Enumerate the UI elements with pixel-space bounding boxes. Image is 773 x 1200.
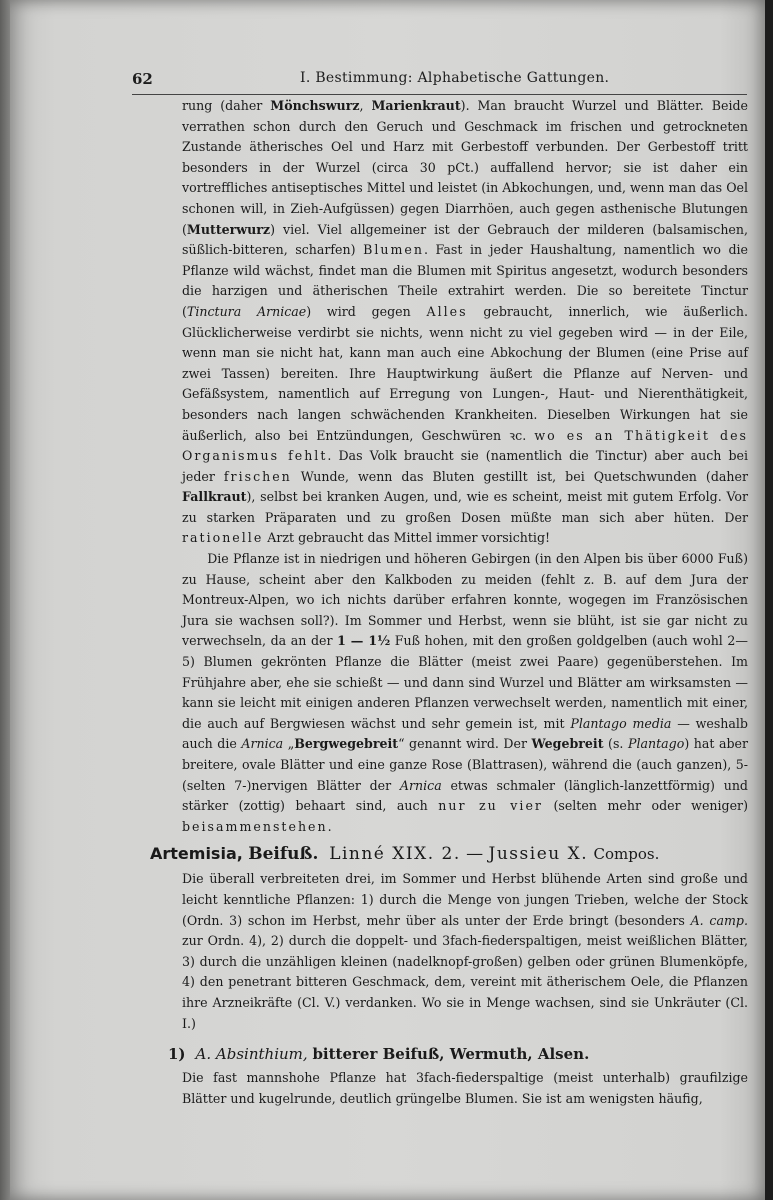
arnica-uses-paragraph bbox=[182, 96, 748, 549]
latin-term: Arnica bbox=[399, 777, 442, 793]
text-run: “ genannt wird. Der bbox=[398, 736, 532, 752]
genus-latin-name: Artemisia, bbox=[150, 844, 243, 864]
measurement: 1 — 1½ bbox=[337, 633, 391, 649]
species-common-names: bitterer Beifuß, Wermuth, Alsen. bbox=[312, 1045, 590, 1064]
text-run: Die fast mannshohe Pflanze hat 3fach-fiederspaltige (meist unterhalb) graufilzige Blätter und kugelrunde, deutlich grüngelbe Blumen. Sie ist am wenigsten häufig, bbox=[182, 1070, 748, 1106]
common-name: Mönchswurz bbox=[270, 98, 360, 113]
text-run: . Das Volk braucht sie (namentlich die Tinctur) aber auch bei jeder bbox=[182, 448, 748, 484]
running-head: I. Bestimmung: Alphabetische Gattungen. bbox=[300, 70, 610, 86]
text-run: gebraucht, innerlich, wie äußerlich. Glücklicherweise verdirbt sie nichts, wenn nicht zu viel gegeben wird — in der Eile, wenn man sie nicht hat, kann man auch eine Abkochung der Blumen (eine Prise auf zwei Tassen) bereiten. Ihre Hauptwirkung äußert die Pflanze auf Nerven- und Gefäßsystem, namentlich auf Erregung von Lungen-, Haut- und Nierenthätigkeit, besonders nach langen schwächenden Krankheiten. Dieselben Wirkungen hat sie äußerlich, also bei Entzündungen, Geschwüren ꝛc. bbox=[182, 303, 748, 443]
spaced-emphasis: Alles bbox=[426, 303, 468, 319]
text-run: Arzt gebraucht das Mittel immer vorsichtig! bbox=[263, 530, 551, 546]
text-run: „ bbox=[283, 736, 295, 752]
latin-term: Arnica bbox=[241, 736, 284, 752]
text-run: ). Man braucht Wurzel und Blätter. Beide verrathen schon durch den Geruch und Geschmack im frischen und getrockneten Zustande ätherisches Oel und Harz mit Gerbestoff verbunden. Der Gerbestoff tritt besonders in der Wurzel (circa 30 pCt.) auffallend hervor; sie ist daher ein vortreffliches antiseptisches Mittel und leistet (in Abkochungen, und, wenn man das Oel schonen will, in Zieh-Aufgüssen) gegen Diarrhöen, auch gegen asthenische Blutungen ( bbox=[182, 98, 748, 237]
text-run: — weshalb auch die bbox=[182, 715, 748, 752]
text-run: zur Ordn. 4), 2) durch die doppelt- und 3fach-fiederspaltigen, meist weißlichen Blätter, 3) durch die unzähligen kleinen (nadelknopf-großen) gelben oder grünen Blumenköpfe, 4) den penetrant bitteren Geschmack, dem, vereint mit ätherischem Oele, die Pflanzen ihre Arzneikräfte (Cl. V.) verdanken. Wo sie in Menge wachsen, sind sie Unkräuter (Cl. I.) bbox=[182, 933, 748, 1031]
species-heading-absinthium bbox=[168, 1042, 748, 1066]
spaced-emphasis: frischen bbox=[223, 468, 292, 484]
family-abbreviation: Compos. bbox=[593, 845, 660, 864]
arnica-habitat-paragraph bbox=[182, 549, 748, 837]
text-run: Die überall verbreiteten drei, im Sommer und Herbst blühende Arten sind große und leicht kenntliche Pflanzen: 1) durch die Menge von jungen Trieben, welche der Stock (Ordn. 3) schon im Herbst, mehr über als unter der Erde bringt (besonders bbox=[182, 871, 748, 928]
latin-term: Tinctura Arnicae bbox=[186, 303, 307, 319]
latin-term: Plantago bbox=[627, 736, 685, 752]
spaced-emphasis: Blumen bbox=[363, 242, 424, 258]
linne-classification: Linné XIX. 2. bbox=[329, 844, 461, 865]
text-run: ) hat aber breitere, ovale Blätter und eine ganze Rose (Blattrasen), während die (auch ganzen), 5- (selten 7-)nervigen Blätter der bbox=[182, 736, 748, 793]
text-run: . bbox=[327, 818, 332, 834]
species-latin-name: A. Absinthium, bbox=[195, 1045, 308, 1064]
jussieu-classification: Jussieu X. bbox=[488, 844, 589, 865]
latin-term: A. camp. bbox=[690, 912, 748, 928]
page-number: 62 bbox=[132, 70, 153, 88]
text-run: (s. bbox=[603, 736, 628, 752]
text-run: rung (daher bbox=[182, 98, 271, 113]
text-run: Wunde, wenn das Bluten gestillt ist, bei Quetschwunden (daher bbox=[291, 468, 748, 484]
common-name: Fallkraut bbox=[182, 489, 247, 505]
text-run: ), selbst bei kranken Augen, und, wie es scheint, meist mit gutem Erfolg. Vor zu starken Präparaten und zu großen Dosen müßte man sich aber hüten. Der bbox=[182, 489, 748, 525]
common-name: Marienkraut bbox=[371, 98, 461, 113]
book-page bbox=[10, 0, 765, 1200]
text-run: , bbox=[359, 98, 372, 113]
latin-term: Plantago media bbox=[570, 715, 672, 731]
spaced-emphasis: rationelle bbox=[182, 530, 264, 546]
header-rule bbox=[132, 94, 747, 95]
heading-dash: — bbox=[460, 844, 489, 865]
page-body bbox=[150, 96, 749, 1109]
common-name: Wegebreit bbox=[531, 736, 604, 752]
text-run: . Fast in jeder Haushaltung, namentlich wo die Pflanze wild wächst, findet man die Blumen mit Spiritus angesetzt, wodurch besonders die harzigen und ätherischen Theile extrahirt werden. Die so bereitete Tinctur ( bbox=[182, 242, 749, 319]
genus-heading-artemisia bbox=[150, 841, 748, 867]
text-run: etwas schmaler (länglich-lanzettförmig) und stärker (zottig) behaart sind, auch bbox=[182, 777, 748, 814]
page-header bbox=[10, 70, 765, 94]
text-run: Fuß hohen, mit den großen goldgelben (auch wohl 2—5) Blumen gekrönten Pflanze die Blätter (meist zwei Paare) gegenüberstehen. Im Frühjahre aber, ehe sie schießt — und dann sind Wurzel und Blätter am wirksamsten — kann sie leicht mit einigen anderen Pflanzen verwechselt werden, namentlich mit einer, die auch auf Bergwiesen wächst und sehr gemein ist, mit bbox=[182, 633, 749, 731]
common-name: Bergwegebreit bbox=[294, 736, 399, 752]
absinthium-description bbox=[182, 1068, 748, 1109]
artemisia-intro-paragraph bbox=[182, 869, 748, 1034]
text-run: ) viel. Viel allgemeiner ist der Gebrauch der milderen (balsamischen, süßlich-bitteren, scharfen) bbox=[182, 221, 748, 258]
genus-german-name: Beifuß. bbox=[248, 844, 319, 865]
spaced-emphasis: nur zu vier bbox=[438, 798, 543, 814]
common-name: Mutterwurz bbox=[186, 221, 271, 237]
text-run: ) wird gegen bbox=[306, 303, 427, 319]
text-run: (selten mehr oder weniger) bbox=[542, 798, 748, 814]
spaced-emphasis: wo es an Thätigkeit des Organismus fehlt bbox=[182, 427, 748, 464]
spaced-emphasis: beisammenstehen bbox=[182, 818, 328, 834]
species-number: 1) bbox=[168, 1045, 186, 1064]
text-run: Die Pflanze ist in niedrigen und höheren Gebirgen (in den Alpen bis über 6000 Fuß) zu Hause, scheint aber den Kalkboden zu meiden (fehlt z. B. auf dem Jura der Montreux-Alpen, wo ich nichts darüber erfahren konnte, wogegen im Französischen Jura sie wachsen soll?). Im Sommer und Herbst, wenn sie blüht, ist sie gar nicht zu verwechseln, da an der bbox=[182, 551, 748, 649]
